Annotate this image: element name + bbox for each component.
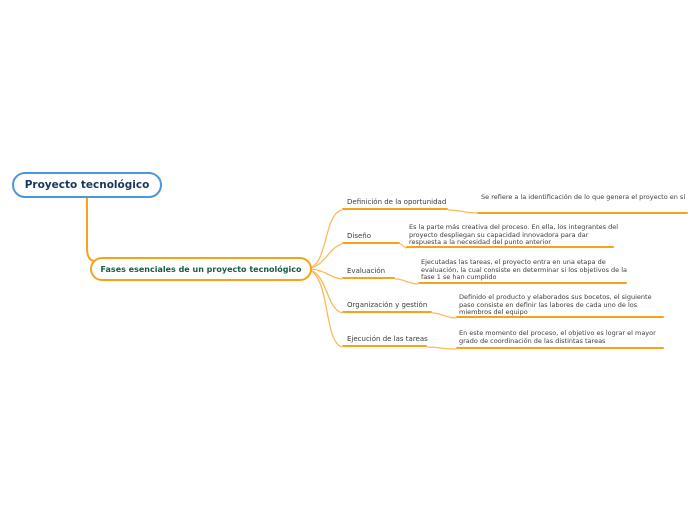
main-topic-label: Fases esenciales de un proyecto tecnológico xyxy=(100,264,302,274)
note-underline xyxy=(477,212,688,214)
connector-root-main xyxy=(87,198,94,261)
desc-curve-5 xyxy=(427,347,456,349)
branch-topic-diseno[interactable]: Diseño xyxy=(347,232,372,240)
branch-note-organizacion[interactable]: Definido el producto y elaborados sus bocetos, el siguiente paso consiste en definir las labores de cada uno de los miembros del equipo xyxy=(459,293,652,316)
note-underline xyxy=(456,316,664,318)
desc-curve-3 xyxy=(395,279,418,284)
branch-underline xyxy=(342,311,432,313)
branch-curve-4 xyxy=(310,270,342,313)
branch-underline xyxy=(342,277,395,279)
branch-topic-evaluacion[interactable]: Evaluación xyxy=(347,267,386,275)
branch-note-definicion[interactable]: Se refiere a la identificación de lo que genera el proyecto en sí xyxy=(481,193,686,201)
desc-curve-4 xyxy=(432,313,456,318)
root-topic[interactable] xyxy=(12,172,162,198)
branch-curve-2 xyxy=(310,244,342,268)
note-underline xyxy=(456,347,664,349)
branch-curve-1 xyxy=(310,210,342,268)
branch-curve-5 xyxy=(310,270,342,347)
branch-topic-definicion[interactable]: Definición de la oportunidad xyxy=(347,198,447,206)
root-topic-label: Proyecto tecnológico xyxy=(24,179,150,191)
branch-topic-ejecucion[interactable]: Ejecución de las tareas xyxy=(347,335,428,343)
branch-note-diseno[interactable]: Es la parte más creativa del proceso. En ella, los integrantes del proyecto despliegan su capacidad innovadora para dar respuesta a la necesidad del punto anterior xyxy=(409,223,619,246)
branch-underline xyxy=(342,208,448,210)
branch-note-evaluacion[interactable]: Ejecutadas las tareas, el proyecto entra en una etapa de evaluación, la cual consiste en determinar si los objetivos de la fase 1 se han cumplido xyxy=(421,258,628,281)
note-underline xyxy=(406,246,614,248)
branch-underline xyxy=(342,345,427,347)
branch-note-ejecucion[interactable]: En este momento del proceso, el objetivo es lograr el mayor grado de coordinación de las distintas tareas xyxy=(459,329,656,345)
branch-curve-3 xyxy=(310,269,342,279)
branch-topic-organizacion[interactable]: Organización y gestión xyxy=(347,301,428,309)
branch-underline xyxy=(342,242,400,244)
note-underline xyxy=(418,282,627,284)
desc-curve-1 xyxy=(448,210,477,213)
main-topic[interactable] xyxy=(90,257,312,281)
